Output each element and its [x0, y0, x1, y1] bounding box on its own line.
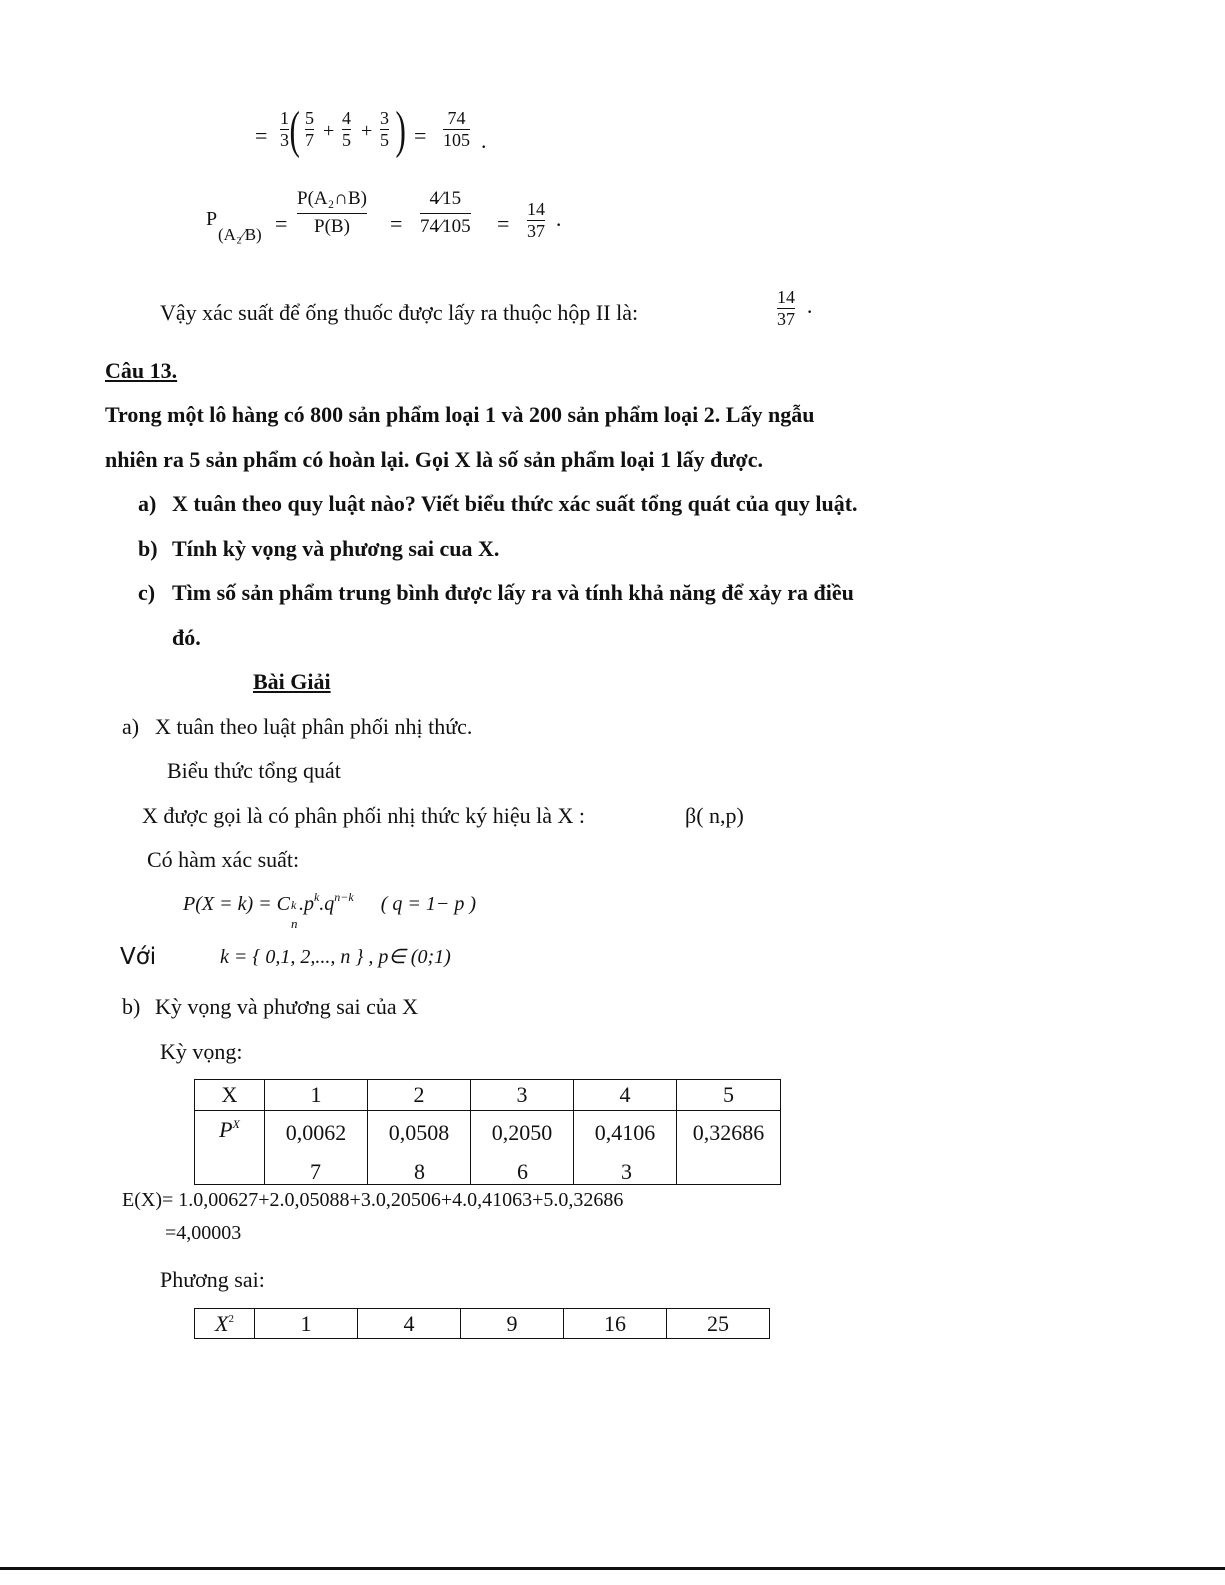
squared-values-table: [194, 1308, 770, 1339]
prob-row-label: $P^X$: [195, 1111, 265, 1185]
table-cell-wrap: 3: [621, 1159, 632, 1184]
fraction-bayes: P(A₂∩B) P(B): [297, 188, 367, 237]
fraction-compound: 4⁄15 74⁄105: [420, 188, 471, 237]
table-row: [195, 1111, 781, 1185]
question-title: Câu 13.: [105, 358, 178, 383]
table-cell: 4: [574, 1080, 677, 1111]
question-b-text: Tính kỳ vọng và phương sai cua X.: [172, 536, 500, 561]
table-cell: 1: [265, 1080, 368, 1111]
equals-sign: =: [275, 211, 288, 236]
conditional-arg: (A₂⁄B): [218, 225, 262, 244]
conclusion-text: Vậy xác suất để ống thuốc được lấy ra thuộc hộp II là:: [160, 300, 639, 325]
prob-function-label: Có hàm xác suất:: [147, 847, 300, 872]
table-cell: 16: [564, 1309, 667, 1339]
prob-symbol: P: [206, 208, 218, 230]
expectation-label: Kỳ vọng:: [160, 1039, 243, 1064]
fraction-14-37: 14 37: [527, 199, 545, 241]
plus-sign: +: [323, 120, 335, 142]
question-b-label: b): [138, 536, 158, 561]
question-a-label: a): [138, 491, 157, 516]
binomial-pmf-formula: P(X = k) = C k n $.p^k.q^{n-k}$ ( q = 1− p ): [183, 890, 477, 931]
fraction-4-5: 4 5: [342, 108, 351, 150]
table-cell: 5: [677, 1080, 781, 1111]
fraction-5-7: 5 7: [305, 108, 314, 150]
right-paren: ): [395, 102, 406, 159]
table-cell: 0,0508: [368, 1111, 471, 1185]
question-c-label: c): [138, 580, 156, 605]
fraction-14-37-conclusion: 14 37: [777, 287, 795, 329]
with-label: Với: [120, 944, 157, 970]
fraction-74-105: 74 105: [443, 108, 470, 150]
question-c-text-cont: đó.: [172, 625, 201, 650]
table-cell: 3: [471, 1080, 574, 1111]
fraction-one-third: 1 3: [280, 108, 289, 150]
question-a-text: X tuân theo quy luật nào? Viết biểu thức xác suất tổng quát của quy luật.: [172, 491, 858, 516]
solution-a-text: X tuân theo luật phân phối nhị thức.: [155, 714, 473, 739]
question-c-text: Tìm số sản phẩm trung bình được lấy ra và tính khả năng để xảy ra điều: [172, 580, 854, 605]
table-cell: 9: [461, 1309, 564, 1339]
page-bottom-border: [0, 1567, 1225, 1570]
table-cell: 0,0062: [265, 1111, 368, 1185]
x-squared-label: $X^2$: [195, 1309, 255, 1339]
table-cell: 4: [358, 1309, 461, 1339]
table-cell: 0,2050: [471, 1111, 574, 1185]
solution-a-label: a): [122, 714, 140, 739]
expectation-result: =4,00003: [165, 1222, 242, 1244]
table-cell: 0,32686: [677, 1111, 781, 1185]
table-cell: X: [195, 1080, 265, 1111]
question-line-1: Trong một lô hàng có 800 sản phẩm loại 1 và 200 sản phẩm loại 2. Lấy ngẫu: [105, 402, 815, 427]
fraction-3-5: 3 5: [380, 108, 389, 150]
binomial-definition: X được gọi là có phân phối nhị thức ký hiệu là X :: [142, 803, 586, 828]
expression-title: Biểu thức tổng quát: [167, 758, 341, 783]
equals-sign: =: [497, 211, 510, 236]
table-header-row: [195, 1080, 781, 1111]
table-cell: 1: [255, 1309, 358, 1339]
table-cell: 2: [368, 1080, 471, 1111]
dot: ·: [555, 212, 563, 237]
solution-b-text: Kỳ vọng và phương sai của X: [155, 994, 419, 1019]
question-line-2: nhiên ra 5 sản phẩm có hoàn lại. Gọi X là số sản phẩm loại 1 lấy được.: [105, 447, 764, 472]
binomial-symbol: β( n,p): [685, 803, 744, 828]
variance-label: Phương sai:: [160, 1267, 265, 1292]
table-cell: 25: [667, 1309, 770, 1339]
plus-sign: +: [361, 120, 373, 142]
expectation-formula: E(X)= 1.0,00627+2.0,05088+3.0,20506+4.0,41063+5.0,32686: [122, 1189, 624, 1211]
equals-sign: =: [255, 123, 268, 148]
domain-condition: k = { 0,1, 2,..., n } , p∈ (0;1): [220, 946, 451, 968]
equals-sign: =: [390, 211, 403, 236]
solution-b-label: b): [122, 994, 141, 1019]
equals-sign: =: [414, 123, 427, 148]
table-cell-wrap: 8: [414, 1159, 425, 1184]
table-cell: 0,4106: [574, 1111, 677, 1185]
table-cell-wrap: 6: [517, 1159, 528, 1184]
distribution-table: [194, 1079, 781, 1185]
solution-heading: Bài Giải: [253, 669, 331, 694]
table-row: [195, 1309, 770, 1339]
table-cell-wrap: 7: [310, 1159, 321, 1184]
left-paren: (: [289, 102, 300, 159]
dot: ·: [806, 299, 814, 324]
period: .: [481, 128, 487, 153]
